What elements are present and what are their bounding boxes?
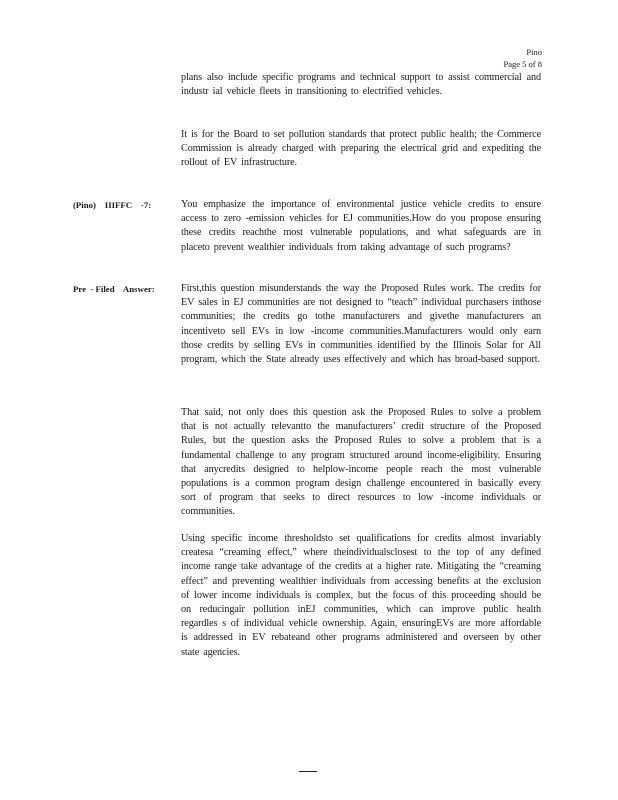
page-header [504,46,542,70]
answer-label: Pre - Filed Answer: [73,284,155,294]
witness-name: Pino [526,47,542,57]
paragraph-text: First,this question misunderstands the way the Proposed Rules work. The credits for EV sales in EJ communities are not designed to “teach” individual purchasers inthose communities; the credits go tothe manufacturers and givethe manufacturers an incentiveto sell EVs in low -income communities.Manufacturers would only earn those credits by selling EVs in communities identified by the Illinois Solar for All program, which the State already uses effectively and which has broad-based support. [181,283,541,366]
paragraph-1 [181,71,541,99]
answer-text [181,282,541,367]
footer-rule [299,771,317,772]
paragraph-2 [181,128,541,171]
paragraph-text: It is for the Board to set pollution standards that protect public health; the Commerce Commission is already charged with preparing the electrical grid and expediting the rollout of EV infrastructure. [181,129,541,169]
paragraph-5 [181,406,541,520]
paragraph-text: Using specific income thresholdsto set qualifications for credits almost invariably createsa “creaming effect,” where theindividualsclosest to the top of any defined income range take advantage of the credits at a higher rate. Mitigating the “creaming effect” and preventing wealthier individuals from accessing benefits at the exclusion of lower income individuals is complex, but the focus of this proceeding should be on reducingair pollution inEJ communities, which can improve public health regardles s of individual vehicle ownership. Again, ensuringEVs are more affordable is addressed in EV rebateand other programs administered and overseen by other state agencies. [181,533,541,658]
paragraph-text: That said, not only does this question ask the Proposed Rules to solve a problem that is not actually relevantto the manufacturers’ credit structure of the Proposed Rules, but the question asks the Proposed Rules to solve a problem that is a fundamental challenge to any program structured around income-eligibility. Ensuring that anycredits designed to helplow-income people reach the most vulnerable populations is a common program design challenge encountered in basically every sort of program that seeks to direct resources to low -income individuals or communities. [181,407,541,518]
question-label: (Pino) IIIFFC -7: [73,200,152,210]
paragraph-text: plans also include specific programs and technical support to assist commercial and industr ial vehicle fleets in transitioning to electrified vehicles. [181,72,541,98]
page-number: Page 5 of 8 [503,59,542,69]
paragraph-text: You emphasize the importance of environmental justice vehicle credits to ensure access to zero -emission vehicles for EJ communities.How do you propose ensuring these credits reachthe most vulnerable populations, and what safeguards are in placeto prevent wealthier individuals from taking advantage of such programs? [181,199,541,253]
question-text [181,198,541,255]
paragraph-6 [181,532,541,660]
